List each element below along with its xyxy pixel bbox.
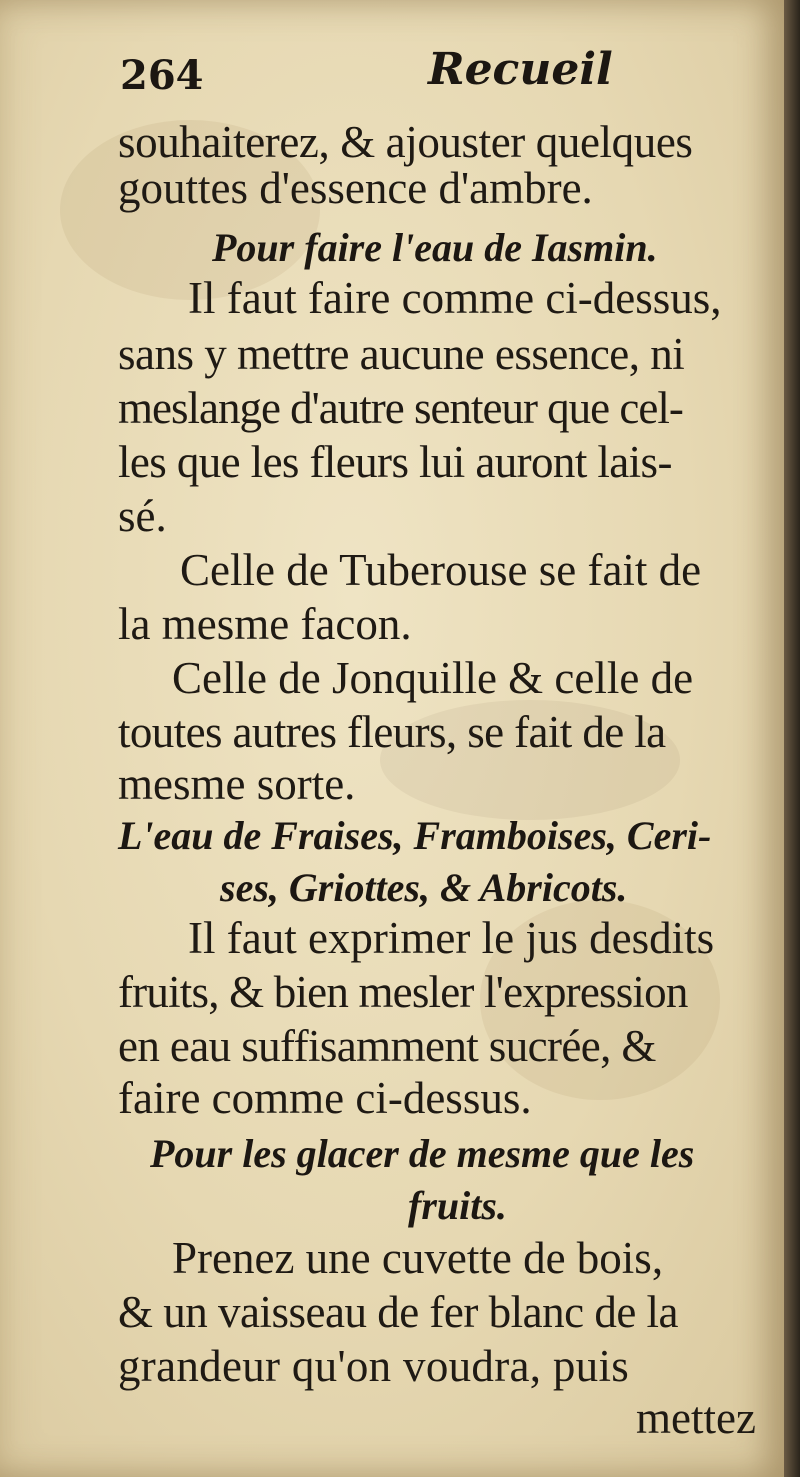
- text-line: Il faut exprimer le jus desdits: [188, 913, 715, 963]
- page-number: 264: [120, 52, 204, 99]
- text-line: sé.: [118, 491, 167, 541]
- text-line: la mesme facon.: [118, 599, 412, 649]
- text-line: mesme sorte.: [118, 759, 356, 809]
- section-heading: L'eau de Fraises, Framboises, Ceri-: [118, 813, 712, 858]
- text-line: souhaiterez, & ajouster quelques: [118, 117, 693, 167]
- text-line: Il faut faire comme ci-dessus,: [188, 273, 722, 323]
- section-heading: Pour les glacer de mesme que les: [150, 1131, 695, 1176]
- text-line: Celle de Tuberouse se fait de: [180, 545, 702, 595]
- text-line: faire comme ci-dessus.: [118, 1073, 532, 1123]
- text-line: les que les fleurs lui auront lais-: [118, 437, 672, 487]
- text-line: & un vaisseau de fer blanc de la: [118, 1287, 679, 1337]
- text-line: Celle de Jonquille & celle de: [172, 653, 694, 703]
- text-line: en eau suffisamment sucrée, &: [118, 1021, 656, 1071]
- text-line: gouttes d'essence d'ambre.: [118, 163, 593, 213]
- section-heading: fruits.: [408, 1183, 507, 1228]
- text-line: Prenez une cuvette de bois,: [172, 1233, 664, 1283]
- section-heading: ses, Griottes, & Abricots.: [220, 865, 628, 910]
- text-line: grandeur qu'on voudra, puis: [118, 1341, 630, 1391]
- section-heading: Pour faire l'eau de Iasmin.: [212, 225, 658, 270]
- running-title: Recueil: [428, 44, 613, 95]
- text-line: toutes autres fleurs, se fait de la: [118, 707, 666, 757]
- text-line: fruits, & bien mesler l'expression: [118, 967, 688, 1017]
- text-line: meslange d'autre senteur que cel-: [118, 383, 683, 433]
- text-line: sans y mettre aucune essence, ni: [118, 329, 685, 379]
- catchword: mettez: [636, 1393, 756, 1443]
